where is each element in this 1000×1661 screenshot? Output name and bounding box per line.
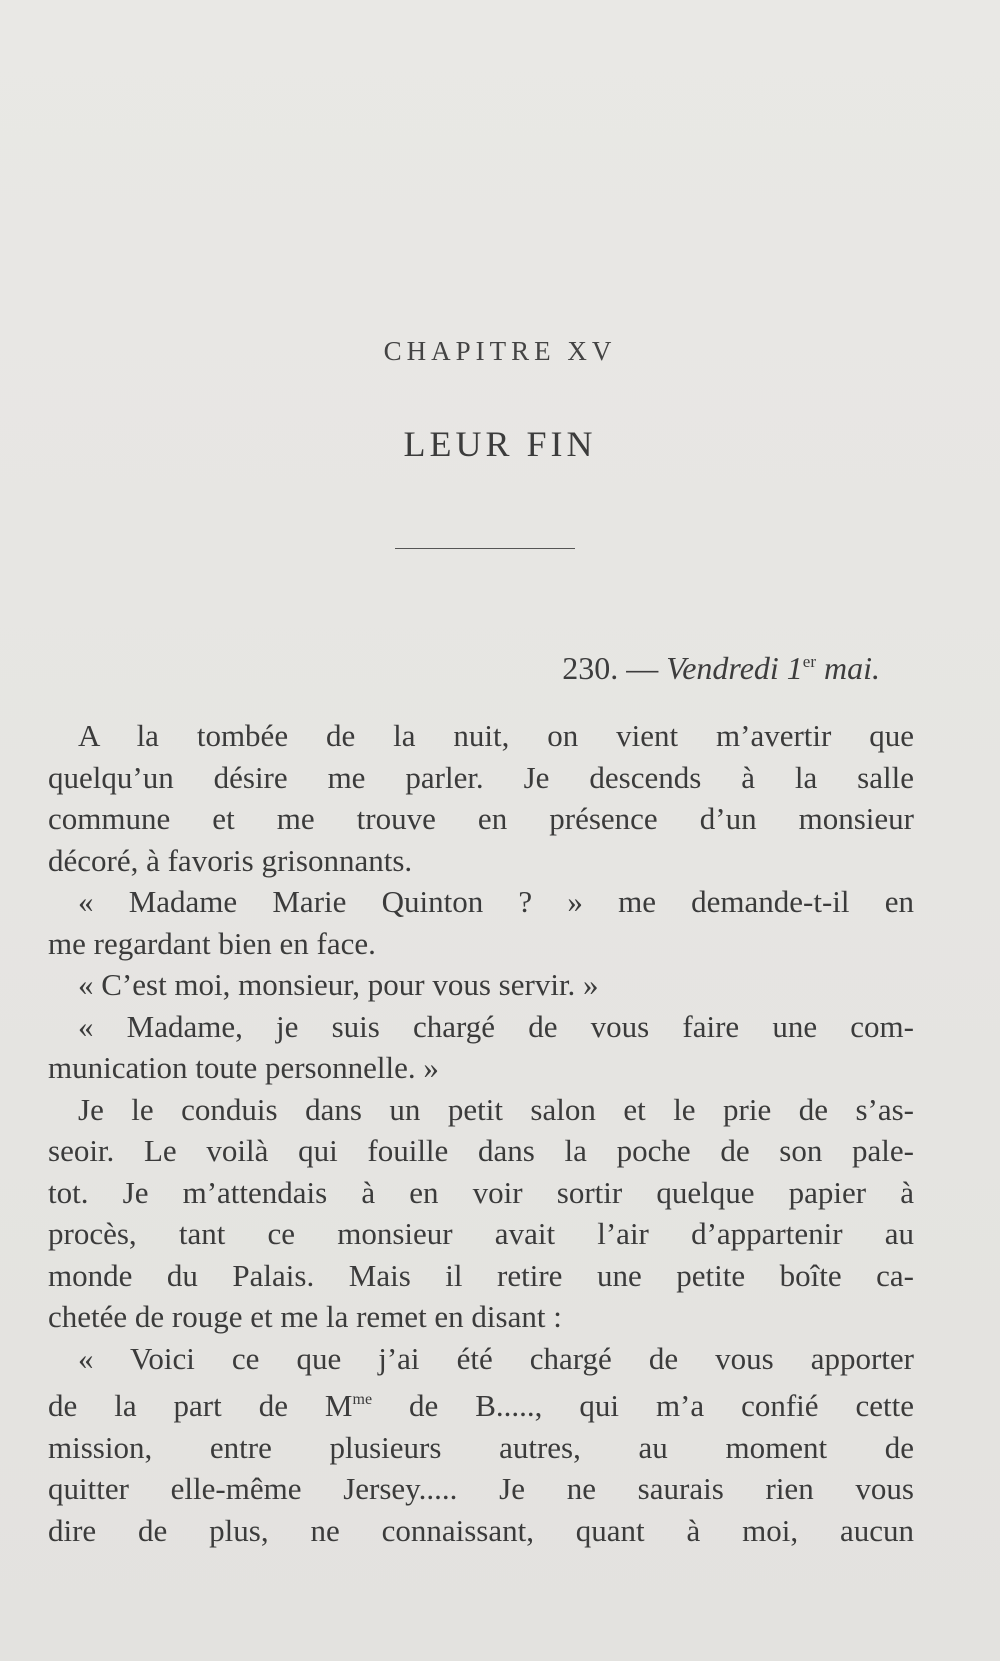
text-line: tot. Je m’attendais à en voir sortir quelque papier à [48, 1174, 914, 1210]
text-line: « Madame, je suis chargé de vous faire une com- [78, 1008, 914, 1044]
text-line: Je le conduis dans un petit salon et le prie de s’as- [78, 1091, 914, 1127]
text-line: commune et me trouve en présence d’un monsieur [48, 801, 914, 836]
entry-date [666, 650, 880, 686]
text-fragment: de la part de M [48, 1388, 353, 1423]
text-line: décoré, à favoris grisonnants. [48, 842, 413, 878]
text-line: quitter elle-même Jersey..... Je ne saurais rien vous [48, 1471, 914, 1506]
text-line: « C’est moi, monsieur, pour vous servir. » [78, 967, 599, 1002]
text-line: quelqu’un désire me parler. Je descends à la salle [48, 759, 914, 795]
chapter-title: LEUR FIN [403, 424, 597, 464]
text-line: munication toute personnelle. » [48, 1050, 439, 1085]
entry-date-sup: er [802, 652, 816, 671]
entry-header [562, 650, 880, 687]
text-line: dire de plus, ne connaissant, quant à moi, aucun [48, 1512, 914, 1548]
text-line: procès, tant ce monsieur avait l’air d’appartenir au [48, 1216, 914, 1251]
text-line: « Voici ce que j’ai été chargé de vous apporter [78, 1340, 914, 1376]
entry-date-prefix: Vendredi 1 [666, 650, 803, 686]
text-superscript: me [352, 1391, 373, 1408]
entry-date-suffix: mai. [824, 650, 880, 686]
text-fragment: de B....., qui m’a confié cette [409, 1388, 915, 1423]
text-line: monde du Palais. Mais il retire une petite boîte ca- [48, 1257, 914, 1293]
text-line: « Madame Marie Quinton ? » me demande-t-il en [78, 884, 914, 919]
text-line: mission, entre plusieurs autres, au moment de [48, 1429, 914, 1465]
chapter-label: CHAPITRE XV [383, 336, 617, 366]
text-line: A la tombée de la nuit, on vient m’avertir que [78, 718, 914, 753]
entry-number: 230. — [562, 650, 659, 686]
text-line [48, 1379, 914, 1427]
body-text [48, 715, 914, 1551]
text-line: chetée de rouge et me la remet en disant : [48, 1299, 562, 1334]
text-line: me regardant bien en face. [48, 925, 376, 961]
text-line: seoir. Le voilà qui fouille dans la poche de son pale- [48, 1133, 914, 1168]
title-rule [395, 548, 575, 549]
